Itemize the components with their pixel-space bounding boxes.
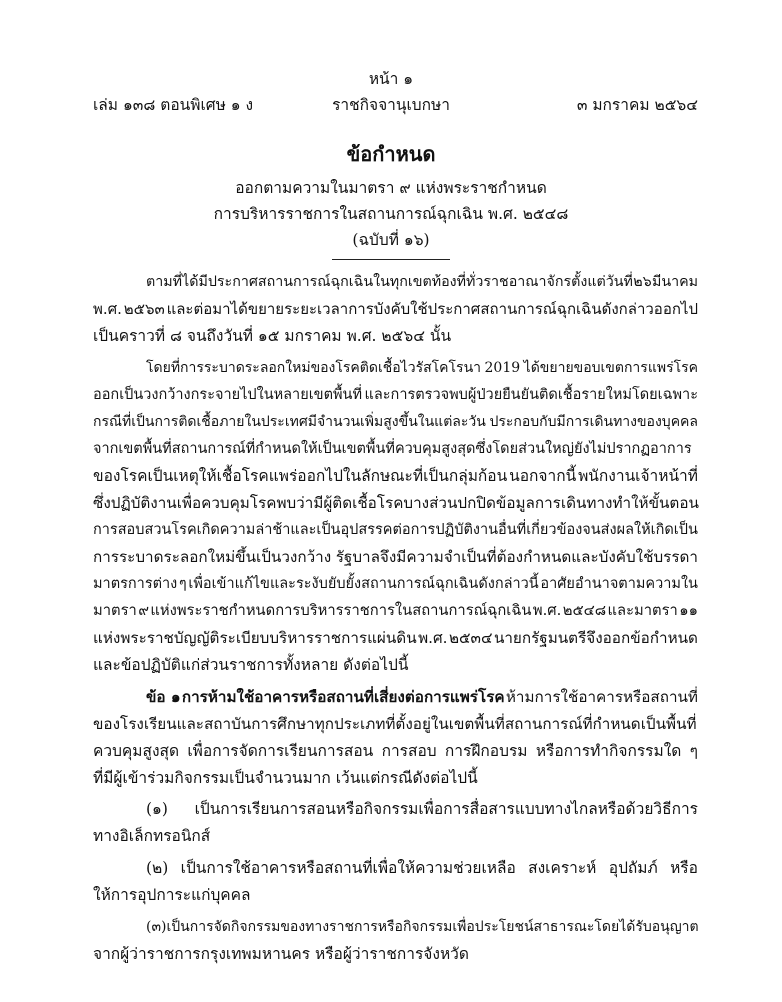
clause1-first-line bbox=[146, 686, 698, 708]
document-edition: (ฉบับที่ ๑๖) bbox=[352, 231, 430, 249]
clause1-item-2-cont: ให้การอุปการะแก่บุคคล bbox=[93, 886, 251, 904]
para2-line: ออกเป็นวงกว้างกระจายไปในหลายเขตพื้นที่ และการตรวจพบผู้ป่วยยืนยันติดเชื้อรายใหม่โดยเฉพาะ bbox=[93, 387, 698, 403]
para2-line: กรณีที่เป็นการติดเชื้อภายในประเทศมีจำนวนเพิ่มสูงขึ้นในแต่ละวัน ประกอบกับมีการเดินทางของบุคคล bbox=[93, 414, 698, 430]
clause1-text: ห้ามการใช้อาคารหรือสถานที่ bbox=[505, 688, 698, 706]
title-divider bbox=[332, 259, 450, 260]
para2-line: ซึ่งปฏิบัติงานเพื่อควบคุมโรคพบว่า มีผู้ติดเชื้อโรคบางส่วนปกปิดข้อมูลการเดินทางทำให้ขั้นตอน bbox=[93, 494, 699, 512]
para2-line: ของโรคเป็นเหตุให้เชื้อโรคแพร่ออกไปในลักษณะที่เป็นกลุ่มก้อน นอกจากนี้ พนักงานเจ้าหน้าที่ bbox=[93, 467, 698, 485]
document-subtitle-2: การบริหารราชการในสถานการณ์ฉุกเฉิน พ.ศ. ๒๕๔๘ bbox=[213, 205, 569, 223]
para1-line: เป็นคราวที่ ๘ จนถึงวันที่ ๑๕ มกราคม พ.ศ. ๒๕๖๔ นั้น bbox=[93, 327, 452, 345]
para2-line: แห่งพระราชบัญญัติระเบียบบริหารราชการแผ่นดิน พ.ศ. ๒๕๓๔ นายกรัฐมนตรีจึงออกข้อกำหนด bbox=[93, 629, 698, 647]
document-subtitle-1: ออกตามความในมาตรา ๙ แห่งพระราชกำหนด bbox=[235, 179, 547, 197]
para2-line: มาตรการต่าง ๆ เพื่อเข้าแก้ไขและระงับยับยั้งสถานการณ์ฉุกเฉินดังกล่าวนี้ อาศัยอำนาจตามความใน bbox=[93, 576, 698, 592]
para2-line: การระบาดระลอกใหม่ขึ้นเป็นวงกว้าง รัฐบาลจึงมีความจำเป็นที่ต้องกำหนดและบังคับใช้บรรดา bbox=[93, 548, 698, 566]
para1-line: ตามที่ได้มีประกาศสถานการณ์ฉุกเฉินในทุกเขตท้องที่ทั่วราชอาณาจักรตั้งแต่วันที่ ๒๖ มีนาคม bbox=[146, 274, 698, 290]
clause1-line: ควบคุมสูงสุด เพื่อการจัดการเรียนการสอน การสอบ การฝึกอบรม หรือการทำกิจกรรมใด ๆ bbox=[93, 742, 698, 760]
para1-line: พ.ศ. ๒๕๖๓ และต่อมาได้ขยายระยะเวลาการบังคับใช้ประกาศสถานการณ์ฉุกเฉินดังกล่าวออกไป bbox=[93, 300, 698, 318]
clause1-item-3-cont: จากผู้ว่าราชการกรุงเทพมหานคร หรือผู้ว่าราชการจังหวัด bbox=[93, 945, 469, 963]
publication-date: ๓ มกราคม ๒๕๖๔ bbox=[576, 96, 698, 114]
clause1-item-1-cont: ทางอิเล็กทรอนิกส์ bbox=[93, 827, 211, 845]
clause1-line: ที่มีผู้เข้าร่วมกิจกรรมเป็นจำนวนมาก เว้นแต่กรณีดังต่อไปนี้ bbox=[93, 769, 478, 787]
document-title: ข้อกำหนด bbox=[346, 142, 436, 166]
para2-line: และข้อปฏิบัติแก่ส่วนราชการทั้งหลาย ดังต่อไปนี้ bbox=[93, 656, 409, 674]
para2-line: มาตรา ๙ แห่งพระราชกำหนดการบริหารราชการในสถานการณ์ฉุกเฉิน พ.ศ. ๒๕๔๘ และมาตรา ๑๑ bbox=[93, 602, 698, 619]
page-number: หน้า ๑ bbox=[368, 70, 414, 88]
clause1-heading: การห้ามใช้อาคารหรือสถานที่เสี่ยงต่อการแพร่โรค bbox=[181, 688, 505, 706]
gazette-name: ราชกิจจานุเบกษา bbox=[332, 96, 450, 114]
para2-line: การสอบสวนโรคเกิดความล่าช้าและเป็นอุปสรรคต่อการปฏิบัติงานอื่นที่เกี่ยวข้องจนส่งผลให้เกิดเป็น bbox=[93, 522, 698, 538]
clause1-item-1: (๑) เป็นการเรียนการสอนหรือกิจกรรมเพื่อการสื่อสารแบบทางไกลหรือด้วยวิธีการ bbox=[146, 800, 698, 818]
clause1-item-3: (๓) เป็นการจัดกิจกรรมของทางราชการหรือกิจกรรมเพื่อประโยชน์สาธารณะ โดยได้รับอนุญาต bbox=[146, 919, 699, 935]
clause1-line: ของโรงเรียนและสถาบันการศึกษาทุกประเภทที่ตั้งอยู่ในเขตพื้นที่สถานการณ์ที่กำหนดเป็นพื้นที่ bbox=[93, 715, 697, 733]
clause1-number: ข้อ ๑ bbox=[146, 688, 181, 706]
clause1-item-2: (๒) เป็นการใช้อาคารหรือสถานที่เพื่อให้ความช่วยเหลือ สงเคราะห์ อุปถัมภ์ หรือ bbox=[146, 859, 698, 877]
para2-line: จากเขตพื้นที่สถานการณ์ที่กำหนดให้เป็นเขตพื้นที่ควบคุมสูงสุดซึ่งโดยส่วนใหญ่ยังไม่ปรากฏอาการ bbox=[93, 441, 692, 457]
volume-info: เล่ม ๑๓๘ ตอนพิเศษ ๑ ง bbox=[93, 96, 254, 114]
para2-line: โดยที่การระบาดระลอกใหม่ของโรคติดเชื้อไวรัสโคโรนา 2019 ได้ขยายขอบเขตการแพร่โรค bbox=[146, 360, 698, 376]
